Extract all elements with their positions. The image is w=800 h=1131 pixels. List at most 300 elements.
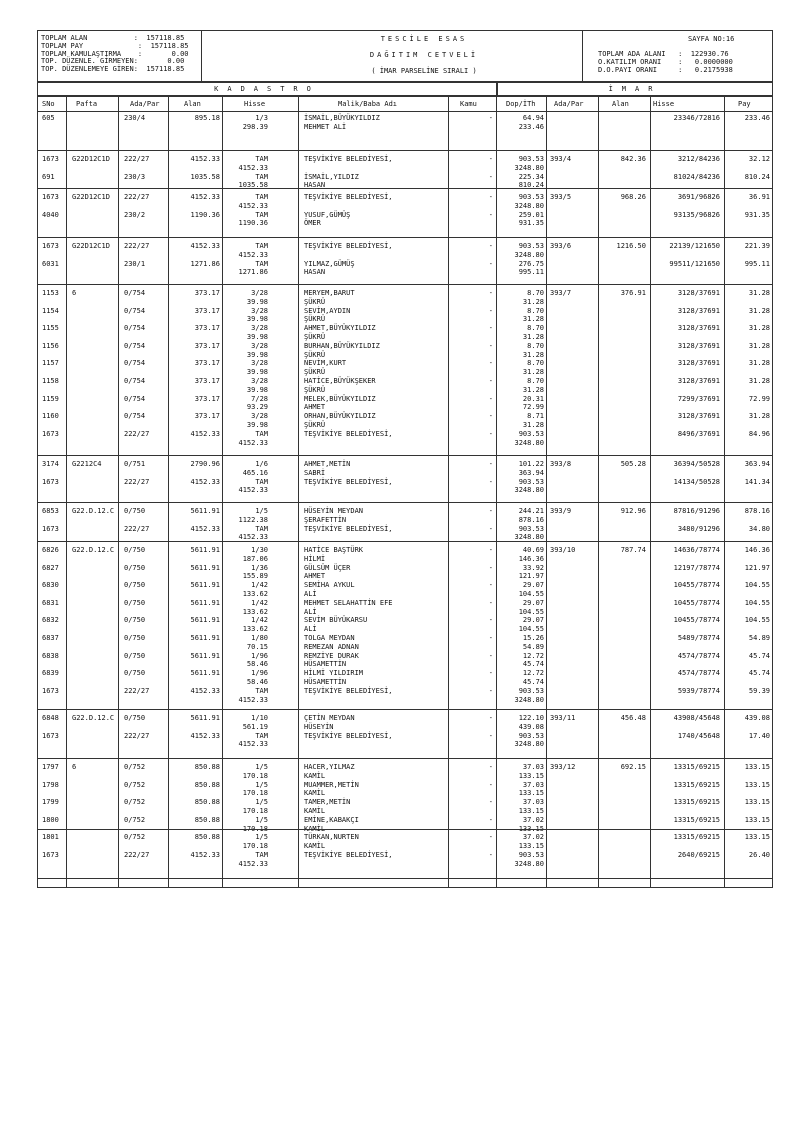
table-row	[38, 714, 774, 723]
table-row	[38, 546, 774, 555]
table-row-sub	[38, 368, 774, 377]
imar-share: 13315/69215	[673, 763, 720, 771]
dop-value: 8.70	[527, 341, 544, 350]
share-area: 39.98	[246, 315, 268, 324]
group-separator	[38, 709, 772, 710]
share-area: 1271.86	[238, 268, 268, 277]
pay-value: 31.28	[748, 324, 770, 333]
kadastro-area: 4152.33	[190, 686, 220, 695]
father-name: ÖMER	[304, 219, 321, 228]
share-ratio: TAM	[255, 477, 268, 486]
owner-name: REMZİYE DURAK	[304, 651, 359, 660]
father-name: ŞÜKRÜ	[304, 385, 326, 394]
kadastro-area: 5611.91	[190, 634, 220, 642]
group-separator	[38, 455, 772, 456]
column-header: Alan	[184, 100, 201, 108]
kamu-value: -	[488, 634, 493, 642]
kadastro-ada-par: 222/27	[124, 242, 150, 250]
dop-value: 8.70	[527, 289, 544, 297]
table-row-sub	[38, 439, 774, 448]
share-area: 4152.33	[238, 695, 268, 704]
table-row	[38, 377, 774, 386]
kamu-value: -	[488, 412, 493, 421]
ith-value: 104.55	[518, 625, 544, 634]
kadastro-ada-par: 222/27	[124, 686, 150, 695]
table-row	[38, 359, 774, 368]
column-header: Kamu	[460, 100, 477, 108]
dop-value: 259.01	[518, 210, 544, 219]
share-area: 1035.58	[238, 181, 268, 190]
imar-share: 3128/37691	[677, 412, 720, 421]
share-ratio: 1/36	[251, 563, 268, 572]
table-row	[38, 193, 774, 202]
pay-value: 133.15	[744, 833, 770, 842]
pay-value: 31.28	[748, 306, 770, 315]
table-row	[38, 634, 774, 643]
imar-share: 87816/91296	[673, 507, 720, 515]
owner-name: GÜLSÜM ÜÇER	[304, 563, 351, 572]
pay-value: 31.28	[748, 341, 770, 350]
pay-value: 363.94	[744, 460, 770, 468]
dop-value: 29.07	[522, 581, 544, 590]
kamu-value: -	[488, 616, 493, 625]
owner-name: TEŞVİKİYE BELEDİYESİ,	[304, 686, 393, 695]
ith-value: 931.35	[518, 219, 544, 228]
ith-value: 3248.80	[514, 533, 544, 542]
table-row	[38, 155, 774, 164]
share-ratio: 3/28	[251, 377, 268, 385]
imar-share: 3128/37691	[677, 289, 720, 297]
kadastro-area: 4152.33	[190, 477, 220, 486]
kadastro-ada-par: 0/750	[124, 669, 146, 678]
parcel-sno: 1156	[42, 341, 59, 350]
pay-value: 31.28	[748, 359, 770, 368]
share-area: 170.18	[242, 771, 268, 780]
parcel-sno: 1158	[42, 377, 59, 385]
pay-value: 104.55	[744, 616, 770, 625]
ith-value: 810.24	[518, 181, 544, 190]
imar-share: 8496/37691	[677, 429, 720, 438]
table-row-sub	[38, 723, 774, 732]
pay-value: 133.15	[744, 798, 770, 807]
dop-value: 37.02	[522, 833, 544, 842]
kadastro-ada-par: 0/752	[124, 780, 146, 789]
kamu-value: -	[488, 851, 493, 859]
kamu-value: -	[488, 714, 493, 722]
kadastro-area: 373.17	[194, 306, 220, 315]
owner-name: EMİNE,KABAKÇI	[304, 815, 359, 824]
dop-value: 8.71	[527, 412, 544, 421]
table-row	[38, 669, 774, 678]
owner-name: TOLGA MEYDAN	[304, 634, 355, 642]
kadastro-area: 1271.86	[190, 259, 220, 268]
kamu-value: -	[488, 731, 493, 740]
owner-name: ÇETİN MEYDAN	[304, 714, 355, 722]
table-row-sub	[38, 219, 774, 228]
table-row	[38, 242, 774, 251]
kamu-value: -	[488, 289, 493, 297]
parcel-sno: 1160	[42, 412, 59, 421]
kamu-value: -	[488, 377, 493, 385]
father-name: REMEZAN ADNAN	[304, 642, 359, 651]
table-row-sub	[38, 516, 774, 525]
kamu-value: -	[488, 242, 493, 250]
kadastro-ada-par: 0/752	[124, 815, 146, 824]
parcel-sno: 1673	[42, 524, 59, 533]
imar-share: 99511/121650	[669, 259, 720, 268]
table-row-sub	[38, 123, 774, 132]
dop-value: 37.03	[522, 798, 544, 807]
table-row	[38, 833, 774, 842]
pafta-code: 6	[72, 289, 77, 297]
kadastro-area: 4152.33	[190, 524, 220, 533]
table-row	[38, 816, 774, 825]
column-header: Hisse	[653, 100, 675, 108]
table-row-sub	[38, 789, 774, 798]
dop-value: 276.75	[518, 259, 544, 268]
ith-value: 45.74	[522, 660, 544, 669]
dop-value: 903.53	[518, 851, 544, 859]
imar-share: 3128/37691	[677, 324, 720, 333]
pay-value: 31.28	[748, 377, 770, 385]
kadastro-area: 4152.33	[190, 851, 220, 859]
share-area: 155.89	[242, 572, 268, 581]
group-separator	[38, 188, 772, 189]
share-area: 133.62	[242, 590, 268, 598]
group-separator	[38, 758, 772, 759]
parcel-sno: 6827	[42, 563, 59, 572]
kadastro-ada-par: 0/750	[124, 546, 146, 554]
share-area: 39.98	[246, 333, 268, 341]
father-name: HASAN	[304, 181, 326, 190]
kadastro-area: 5611.91	[190, 669, 220, 678]
imar-share: 3691/96826	[677, 193, 720, 201]
table-row-sub	[38, 486, 774, 495]
share-area: 70.15	[246, 642, 268, 651]
kadastro-area: 1035.58	[190, 172, 220, 181]
kadastro-area: 5611.91	[190, 546, 220, 554]
kadastro-ada-par: 0/754	[124, 394, 146, 403]
table-row	[38, 460, 774, 469]
table-row	[38, 307, 774, 316]
kamu-value: -	[488, 651, 493, 660]
dop-value: 903.53	[518, 155, 544, 163]
imar-area: 912.96	[620, 507, 646, 515]
share-ratio: TAM	[255, 731, 268, 740]
pay-value: 31.28	[748, 412, 770, 421]
kamu-value: -	[488, 833, 493, 842]
kadastro-ada-par: 0/754	[124, 324, 146, 333]
share-area: 170.18	[242, 807, 268, 815]
father-name: HASAN	[304, 268, 326, 277]
parcel-sno: 3174	[42, 460, 59, 468]
column-header: Hisse	[244, 100, 266, 108]
kadastro-ada-par: 0/752	[124, 763, 146, 771]
owner-name: TEŞVİKİYE BELEDİYESİ,	[304, 477, 393, 486]
share-area: 4152.33	[238, 486, 268, 495]
kamu-value: -	[488, 546, 493, 554]
pay-value: 84.96	[748, 429, 770, 438]
share-area: 4152.33	[238, 859, 268, 868]
table-row-sub	[38, 268, 774, 277]
table-row	[38, 581, 774, 590]
imar-share: 1740/45648	[677, 731, 720, 740]
dop-value: 8.70	[527, 324, 544, 333]
ith-value: 146.36	[518, 554, 544, 563]
owner-name: TEŞVİKİYE BELEDİYESİ,	[304, 155, 393, 163]
parcel-sno: 1798	[42, 780, 59, 789]
pay-value: 31.28	[748, 289, 770, 297]
dop-value: 903.53	[518, 242, 544, 250]
group-separator	[38, 541, 772, 542]
share-ratio: 1/10	[251, 714, 268, 722]
share-area: 39.98	[246, 385, 268, 394]
share-ratio: TAM	[255, 429, 268, 438]
share-area: 4152.33	[238, 163, 268, 172]
ith-value: 133.15	[518, 807, 544, 815]
dop-value: 37.03	[522, 780, 544, 789]
table-row-sub	[38, 696, 774, 705]
ith-value: 133.15	[518, 771, 544, 780]
kadastro-area: 850.88	[194, 815, 220, 824]
pay-value: 104.55	[744, 598, 770, 607]
owner-name: TEŞVİKİYE BELEDİYESİ,	[304, 851, 393, 859]
parcel-sno: 6830	[42, 581, 59, 590]
ith-value: 878.16	[518, 515, 544, 524]
kamu-value: -	[488, 669, 493, 678]
imar-ada-par: 393/11	[550, 714, 576, 722]
ith-value: 45.74	[522, 678, 544, 686]
imar-share: 13315/69215	[673, 815, 720, 824]
parcel-sno: 1154	[42, 306, 59, 315]
dop-value: 8.70	[527, 359, 544, 368]
table-row-sub	[38, 164, 774, 173]
table-row-sub	[38, 740, 774, 749]
ith-value: 121.97	[518, 572, 544, 581]
table-row	[38, 260, 774, 269]
share-area: 1122.38	[238, 515, 268, 524]
owner-name: YUSUF,GÜMÜŞ	[304, 210, 351, 219]
parcel-sno: 6853	[42, 507, 59, 515]
report-subtitle: DAĞITIM CETVELİ	[369, 51, 479, 59]
share-ratio: 3/28	[251, 412, 268, 421]
imar-area: 456.48	[620, 714, 646, 722]
parcel-sno: 1673	[42, 193, 59, 201]
pay-value: 17.40	[748, 731, 770, 740]
pay-value: 45.74	[748, 669, 770, 678]
pafta-code: G22D12C1D	[72, 242, 110, 250]
pay-value: 221.39	[744, 242, 770, 250]
table-row-sub	[38, 202, 774, 211]
parcel-sno: 6838	[42, 651, 59, 660]
dop-value: 64.94	[522, 114, 544, 122]
table-row	[38, 478, 774, 487]
table-row-sub	[38, 555, 774, 564]
share-ratio: 3/28	[251, 359, 268, 368]
imar-area: 376.91	[620, 289, 646, 297]
pafta-code: 6	[72, 763, 77, 771]
imar-share: 12197/78774	[673, 563, 720, 572]
kamu-value: -	[488, 815, 493, 824]
kadastro-ada-par: 230/1	[124, 259, 146, 268]
kadastro-ada-par: 0/754	[124, 289, 146, 297]
pay-value: 878.16	[744, 507, 770, 515]
kamu-value: -	[488, 524, 493, 533]
owner-name: HATİCE BAŞTÜRK	[304, 546, 364, 554]
kadastro-ada-par: 0/750	[124, 714, 146, 722]
table-row	[38, 763, 774, 772]
table-row-sub	[38, 572, 774, 581]
share-ratio: 1/42	[251, 598, 268, 607]
pay-value: 141.34	[744, 477, 770, 486]
kadastro-ada-par: 0/752	[124, 833, 146, 842]
ith-value: 439.08	[518, 722, 544, 731]
kadastro-area: 4152.33	[190, 731, 220, 740]
kadastro-area: 5611.91	[190, 563, 220, 572]
kadastro-ada-par: 230/2	[124, 210, 146, 219]
share-area: 1190.36	[238, 219, 268, 228]
pay-value: 133.15	[744, 815, 770, 824]
owner-name: MERYEM,BARUT	[304, 289, 355, 297]
report-title: TESCİLE ESAS	[380, 35, 468, 43]
ith-value: 54.89	[522, 642, 544, 651]
owner-name: İSMAİL,YILDIZ	[304, 172, 359, 181]
table-row	[38, 732, 774, 741]
column-divider	[222, 97, 223, 111]
share-ratio: 1/3	[255, 114, 268, 122]
parcel-sno: 6839	[42, 669, 59, 678]
kamu-value: -	[488, 324, 493, 333]
owner-name: HACER,YILMAZ	[304, 763, 355, 771]
table-row	[38, 342, 774, 351]
share-ratio: 1/5	[255, 507, 268, 515]
column-header: SNo	[42, 100, 55, 108]
ith-value: 233.46	[518, 122, 544, 131]
table-row	[38, 687, 774, 696]
table-row-sub	[38, 660, 774, 669]
imar-ada-par: 393/7	[550, 289, 572, 297]
dop-value: 8.70	[527, 377, 544, 385]
owner-name: HATİCE,BÜYÜKŞEKER	[304, 377, 376, 385]
share-area: 465.16	[242, 468, 268, 477]
group-separator	[38, 237, 772, 238]
kamu-value: -	[488, 341, 493, 350]
imar-share: 3212/84236	[677, 155, 720, 163]
ith-value: 3248.80	[514, 201, 544, 210]
kadastro-area: 5611.91	[190, 714, 220, 722]
imar-share: 14636/78774	[673, 546, 720, 554]
ith-value: 72.99	[522, 403, 544, 412]
father-name: ŞÜKRÜ	[304, 297, 326, 306]
owner-name: HİLMİ YILDIRIM	[304, 669, 364, 678]
imar-share: 10455/78774	[673, 598, 720, 607]
parcel-sno: 605	[42, 114, 55, 122]
imar-ada-par: 393/12	[550, 763, 576, 771]
column-header: Alan	[612, 100, 629, 108]
kadastro-ada-par: 0/750	[124, 598, 146, 607]
share-area: 561.19	[242, 722, 268, 731]
father-name: ŞÜKRÜ	[304, 421, 326, 429]
kadastro-ada-par: 222/27	[124, 524, 150, 533]
table-row-sub	[38, 469, 774, 478]
ith-value: 3248.80	[514, 859, 544, 868]
owner-name: TEŞVİKİYE BELEDİYESİ,	[304, 731, 393, 740]
dop-value: 101.22	[518, 460, 544, 468]
kadastro-area: 5611.91	[190, 507, 220, 515]
column-divider	[118, 97, 119, 111]
pay-value: 121.97	[744, 563, 770, 572]
share-ratio: TAM	[255, 210, 268, 219]
kadastro-ada-par: 0/750	[124, 616, 146, 625]
parcel-sno: 6826	[42, 546, 59, 554]
parcel-sno: 1673	[42, 851, 59, 859]
share-ratio: 3/28	[251, 306, 268, 315]
kamu-value: -	[488, 477, 493, 486]
share-ratio: TAM	[255, 172, 268, 181]
share-area: 39.98	[246, 421, 268, 429]
table-row	[38, 781, 774, 790]
table-row-sub	[38, 608, 774, 617]
share-area: 4152.33	[238, 438, 268, 447]
imar-share: 10455/78774	[673, 581, 720, 590]
kadastro-area: 5611.91	[190, 598, 220, 607]
share-ratio: TAM	[255, 193, 268, 201]
ith-value: 133.15	[518, 842, 544, 851]
share-area: 4152.33	[238, 740, 268, 749]
page-number: SAYFA NO:16	[688, 35, 735, 43]
share-ratio: TAM	[255, 686, 268, 695]
kadastro-area: 850.88	[194, 780, 220, 789]
parcel-sno: 1673	[42, 155, 59, 163]
table-row-sub	[38, 333, 774, 342]
parcel-sno: 1155	[42, 324, 59, 333]
kamu-value: -	[488, 259, 493, 268]
kamu-value: -	[488, 172, 493, 181]
share-ratio: 1/80	[251, 634, 268, 642]
document-sheet	[37, 30, 773, 888]
ith-value: 31.28	[522, 333, 544, 341]
column-divider	[496, 97, 497, 111]
table-row-sub	[38, 386, 774, 395]
share-ratio: 7/28	[251, 394, 268, 403]
kadastro-area: 895.18	[194, 114, 220, 122]
parcel-sno: 1797	[42, 763, 59, 771]
table-row	[38, 412, 774, 421]
kamu-value: -	[488, 686, 493, 695]
pay-value: 133.15	[744, 763, 770, 771]
table-row-sub	[38, 351, 774, 360]
pafta-code: G22D12C1D	[72, 193, 110, 201]
column-header: Dop/İTh	[506, 100, 536, 108]
father-name: KAMİL	[304, 824, 326, 833]
imar-share: 5939/78774	[677, 686, 720, 695]
kadastro-ada-par: 230/4	[124, 114, 146, 122]
table-row	[38, 324, 774, 333]
dop-value: 20.31	[522, 394, 544, 403]
owner-name: İSMAİL,BÜYÜKYILDIZ	[304, 114, 380, 122]
imar-share: 13315/69215	[673, 780, 720, 789]
kadastro-area: 1190.36	[190, 210, 220, 219]
kadastro-ada-par: 0/754	[124, 412, 146, 421]
share-area: 93.29	[246, 403, 268, 412]
kadastro-area: 373.17	[194, 394, 220, 403]
kamu-value: -	[488, 581, 493, 590]
parcel-sno: 6848	[42, 714, 59, 722]
ith-value: 995.11	[518, 268, 544, 277]
parcel-sno: 1157	[42, 359, 59, 368]
ith-value: 31.28	[522, 350, 544, 359]
kadastro-area: 850.88	[194, 798, 220, 807]
